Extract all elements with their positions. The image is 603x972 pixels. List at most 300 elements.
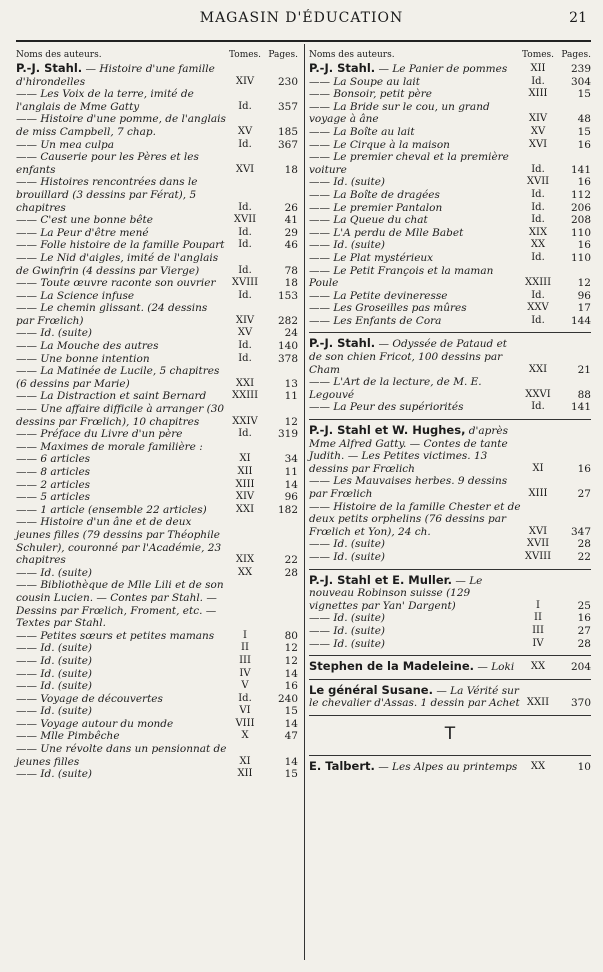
entry-page: 14 xyxy=(284,478,298,491)
entry-page: 367 xyxy=(277,138,298,151)
entry-tome: Id. xyxy=(531,163,545,175)
entry-title: —— Id. (suite) xyxy=(16,566,93,579)
entry-page: 347 xyxy=(570,525,591,538)
entry-tome: Id. xyxy=(531,314,545,326)
entry-tome: Id. xyxy=(238,428,252,440)
entry-text xyxy=(309,574,521,613)
entry-page: 206 xyxy=(570,201,591,214)
entry-text xyxy=(16,214,228,227)
index-entry xyxy=(16,579,298,629)
entry-tome: VIII xyxy=(235,717,255,729)
index-entry xyxy=(309,76,591,89)
entry-page: 17 xyxy=(577,302,591,315)
entry-title: —— Le premier cheval et la première voiture xyxy=(309,151,509,176)
entry-page: 13 xyxy=(284,377,298,390)
entry-text xyxy=(16,340,228,353)
entry-page: 34 xyxy=(284,453,298,466)
header-rule xyxy=(16,40,591,42)
entry-text xyxy=(16,705,228,718)
author-name: P.-J. Stahl. xyxy=(16,61,83,75)
entry-title: — Le nouveau Robinson suisse (129 vignettes par Yan' Dargent) xyxy=(309,574,483,612)
entry-tome: XIII xyxy=(528,488,548,499)
entry-text xyxy=(309,88,521,101)
index-entry xyxy=(16,403,298,428)
entry-text xyxy=(16,680,228,693)
index-entry xyxy=(16,302,298,327)
entry-page: 24 xyxy=(284,327,298,340)
entry-tome: XXIII xyxy=(231,390,259,402)
entry-title: — Loki xyxy=(477,661,515,674)
entry-text xyxy=(16,453,228,466)
entry-page: 18 xyxy=(284,277,298,290)
entry-text xyxy=(309,538,521,551)
index-entry xyxy=(309,475,591,500)
section-letter: T xyxy=(444,723,456,744)
entry-title: —— La Soupe au lait xyxy=(309,75,421,88)
index-entry xyxy=(309,252,591,265)
entry-tome: VI xyxy=(239,705,251,717)
author-name: P.-J. Stahl et W. Hughes, xyxy=(309,423,466,438)
entry-tome: Id. xyxy=(238,239,252,251)
index-entry xyxy=(309,290,591,303)
entry-page: 25 xyxy=(577,599,591,612)
entry-page: 26 xyxy=(284,201,298,214)
entry-text xyxy=(309,612,521,625)
column-header-authors: Noms des auteurs. xyxy=(309,50,395,61)
entry-text xyxy=(16,88,228,113)
entry-tome: XXI xyxy=(235,503,255,515)
index-entry xyxy=(309,424,591,475)
entry-text xyxy=(309,501,521,539)
entry-title: —— Bonsoir, petit père xyxy=(309,88,432,101)
entry-tome: I xyxy=(536,599,540,611)
index-entry xyxy=(309,126,591,139)
entry-page: 304 xyxy=(570,75,591,88)
index-entry xyxy=(16,630,298,643)
entry-tome: Id. xyxy=(531,201,545,213)
entry-page: 319 xyxy=(277,428,298,441)
author-name: P.-J. Stahl. xyxy=(309,336,376,351)
entry-text xyxy=(16,491,228,504)
entry-text xyxy=(309,638,521,651)
entry-tome: XVI xyxy=(235,163,255,175)
entry-text xyxy=(309,337,521,376)
entry-title: —— Une révolte dans un pensionnat de jeunes filles xyxy=(16,743,227,768)
entry-tome: XIV xyxy=(235,491,255,503)
entry-title: —— 1 article (ensemble 22 articles) xyxy=(16,503,207,516)
entry-text xyxy=(309,475,521,500)
entry-text xyxy=(16,403,228,428)
entry-tome: XII xyxy=(530,63,546,74)
column-header-pages: Pages. xyxy=(268,50,298,61)
entry-text xyxy=(309,424,521,475)
author-name: E. Talbert. xyxy=(309,758,375,773)
entry-tome: XXI xyxy=(528,363,548,375)
index-entry xyxy=(309,202,591,215)
entry-title: —— Mlle Pimbêche xyxy=(16,730,120,743)
index-entry xyxy=(16,88,298,113)
index-entry xyxy=(309,376,591,401)
entry-text xyxy=(309,239,521,252)
entry-title: —— Id. (suite) xyxy=(309,550,386,563)
entry-page: 239 xyxy=(570,63,591,75)
entry-tome: Id. xyxy=(238,100,252,112)
entry-title: —— 8 articles xyxy=(16,466,91,478)
entry-page: 27 xyxy=(577,624,591,637)
index-entry xyxy=(16,428,298,441)
entry-tome: II xyxy=(241,642,249,654)
entry-text xyxy=(16,365,228,390)
entry-title: —— Folle histoire de la famille Poupart xyxy=(16,239,225,252)
entry-text xyxy=(309,660,521,674)
entry-page: 22 xyxy=(577,550,591,563)
entry-page: 112 xyxy=(570,188,591,201)
running-title: MAGASIN D'ÉDUCATION xyxy=(199,10,404,26)
entry-text xyxy=(309,625,521,638)
entry-text xyxy=(16,277,228,290)
index-entry xyxy=(16,743,298,768)
index-entry xyxy=(16,113,298,138)
entry-page: 21 xyxy=(577,363,591,376)
entry-text xyxy=(16,139,228,152)
index-entry xyxy=(16,655,298,668)
entry-tome: XXVI xyxy=(525,388,551,400)
index-entry xyxy=(16,479,298,492)
entry-tome: XXIII xyxy=(524,277,552,289)
entry-tome: Id. xyxy=(238,201,252,213)
index-entry xyxy=(16,768,298,781)
entry-text xyxy=(309,202,521,215)
entry-title: —— Histoire d'une pomme, de l'anglais de miss Campbell, 7 chap. xyxy=(16,113,226,138)
entry-text xyxy=(16,479,228,492)
entry-page: 240 xyxy=(277,692,298,705)
entry-page: 141 xyxy=(570,163,591,176)
entry-tome: XX xyxy=(530,661,546,673)
entry-title: —— La Peur d'être mené xyxy=(16,226,149,239)
entry-page: 110 xyxy=(570,251,591,264)
entry-tome: XIII xyxy=(528,88,548,100)
entry-title: d'après Mme Alfred Gatty. — Contes de tante Judith. — Les Petites victimes. 13 dessins par Frœlich xyxy=(309,425,509,475)
entry-page: 110 xyxy=(570,226,591,239)
column-header-authors: Noms des auteurs. xyxy=(16,50,102,61)
entry-title: —— La Distraction et saint Bernard xyxy=(16,390,207,403)
entry-page: 12 xyxy=(284,654,298,667)
entry-title: —— Les Voix de la terre, imité de l'anglais de Mme Gatty xyxy=(16,88,194,113)
entry-title: — Histoire d'une famille d'hirondelles xyxy=(16,63,215,88)
column-header-tomes: Tomes. xyxy=(228,50,262,61)
entry-title: —— Histoires rencontrées dans le brouillard (3 dessins par Férat), 5 chapitres xyxy=(16,176,198,214)
index-entry xyxy=(309,139,591,152)
section-rule xyxy=(309,679,591,680)
entry-text xyxy=(16,151,228,176)
index-entry xyxy=(16,176,298,214)
entry-text xyxy=(16,655,228,668)
left-entries xyxy=(16,62,298,781)
entry-tome: XI xyxy=(239,755,251,767)
entry-page: 140 xyxy=(277,340,298,353)
entry-title: —— Le Cirque à la maison xyxy=(309,138,450,151)
entry-text xyxy=(16,252,228,277)
entry-tome: XI xyxy=(239,453,251,465)
entry-tome: XIV xyxy=(235,75,255,87)
entry-page: 11 xyxy=(284,466,298,478)
entry-text xyxy=(309,214,521,227)
entry-title: —— La Mouche des autres xyxy=(16,340,159,353)
entry-tome: Id. xyxy=(531,75,545,87)
entry-text xyxy=(309,189,521,202)
entry-tome: XXI xyxy=(235,377,255,389)
entry-page: 27 xyxy=(577,488,591,500)
entry-tome: III xyxy=(532,624,544,636)
entry-tome: Id. xyxy=(238,264,252,276)
entry-page: 28 xyxy=(284,566,298,579)
index-entry xyxy=(16,239,298,252)
entry-title: —— Id. (suite) xyxy=(309,637,386,650)
entry-text xyxy=(16,630,228,643)
entry-tome: IV xyxy=(532,637,544,649)
entry-title: — Les Alpes au printemps xyxy=(378,760,518,773)
entry-tome: I xyxy=(243,629,247,641)
index-entry xyxy=(309,302,591,315)
section-rule xyxy=(309,655,591,656)
section-rule xyxy=(309,715,591,716)
entry-title: —— Le Petit François et la maman Poule xyxy=(309,264,494,290)
entry-title: —— La Petite devineresse xyxy=(309,289,448,302)
right-entries xyxy=(309,62,591,773)
entry-title: —— Id. (suite) xyxy=(16,768,93,781)
entry-tome: XV xyxy=(237,125,253,137)
entry-text xyxy=(16,353,228,366)
entry-title: —— Id. (suite) xyxy=(16,654,93,667)
entry-title: —— Une affaire difficile à arranger (30 dessins par Frœlich), 10 chapitres xyxy=(16,403,225,428)
entry-title: —— C'est une bonne bête xyxy=(16,214,153,227)
entry-page: 357 xyxy=(277,100,298,113)
entry-text xyxy=(309,315,521,328)
entry-tome: XI xyxy=(532,462,544,474)
entry-page: 141 xyxy=(570,401,591,414)
entry-tome: X xyxy=(241,730,249,742)
entry-title: —— Id. (suite) xyxy=(309,176,386,189)
entry-title: —— 6 articles xyxy=(16,453,91,466)
author-name: P.-J. Stahl et E. Muller. xyxy=(309,572,453,587)
index-entry xyxy=(16,139,298,152)
index-entry xyxy=(16,718,298,731)
entry-page: 12 xyxy=(284,642,298,655)
index-entry xyxy=(309,638,591,651)
index-entry xyxy=(309,88,591,101)
entry-text xyxy=(16,441,228,454)
index-entry xyxy=(16,705,298,718)
entry-tome: XVI xyxy=(528,138,548,150)
index-entry xyxy=(309,625,591,638)
entry-tome: XX xyxy=(530,239,546,251)
entry-title: —— Id. (suite) xyxy=(309,612,386,625)
author-name: P.-J. Stahl. xyxy=(309,61,376,75)
entry-title: —— Id. (suite) xyxy=(16,642,93,655)
entry-title: —— La Matinée de Lucile, 5 chapitres (6 dessins par Marie) xyxy=(16,365,220,390)
entry-page: 10 xyxy=(577,760,591,773)
entry-page: 16 xyxy=(577,612,591,625)
column-header xyxy=(309,46,591,62)
entry-tome: Id. xyxy=(531,188,545,200)
index-entry xyxy=(16,227,298,240)
entry-page: 28 xyxy=(577,637,591,650)
entry-text xyxy=(309,401,521,414)
entry-tome: Id. xyxy=(238,289,252,301)
entry-tome: XVII xyxy=(233,214,257,226)
index-entry xyxy=(309,538,591,551)
index-entry xyxy=(309,501,591,539)
entry-title: —— Id. (suite) xyxy=(16,705,93,718)
entry-text xyxy=(16,504,228,517)
entry-text xyxy=(309,101,521,126)
section-rule xyxy=(309,755,591,756)
entry-title: —— La Queue du chat xyxy=(309,214,428,227)
index-entry xyxy=(16,693,298,706)
index-entry xyxy=(16,730,298,743)
right-column xyxy=(309,46,591,773)
entry-text xyxy=(309,376,521,401)
entry-page: 230 xyxy=(277,75,298,88)
entry-page: 15 xyxy=(577,125,591,138)
entry-text xyxy=(16,176,228,214)
column-header xyxy=(16,46,298,62)
entry-tome: XVII xyxy=(526,538,550,550)
entry-text xyxy=(16,516,228,566)
entry-tome: Id. xyxy=(238,352,252,364)
entry-tome: XVI xyxy=(528,525,548,537)
entry-title: —— L'Art de la lecture, de M. E. Legouvé xyxy=(309,376,482,401)
entry-page: 16 xyxy=(577,138,591,151)
index-entry xyxy=(309,227,591,240)
entry-title: —— La Peur des supériorités xyxy=(309,401,464,414)
entry-tome: II xyxy=(534,612,542,624)
entry-title: —— Id. (suite) xyxy=(309,538,386,551)
index-entry xyxy=(309,401,591,414)
page-number: 21 xyxy=(569,10,587,26)
entry-tome: XV xyxy=(530,125,546,137)
index-entry xyxy=(16,340,298,353)
entry-tome: XII xyxy=(237,466,253,477)
index-entry xyxy=(16,668,298,681)
left-column xyxy=(16,46,298,781)
index-entry xyxy=(16,277,298,290)
entry-title: —— 5 articles xyxy=(16,491,91,504)
entry-page: 378 xyxy=(277,352,298,365)
index-entry xyxy=(309,337,591,376)
entry-title: —— Histoire de la famille Chester et de deux petits orphelins (76 dessins par Frœlich et Yon), 24 ch. xyxy=(309,500,521,538)
entry-text xyxy=(309,126,521,139)
entry-page: 16 xyxy=(284,680,298,693)
index-entry xyxy=(309,265,591,290)
entry-title: —— Causerie pour les Pères et les enfants xyxy=(16,151,199,176)
entry-title: —— La Boîte au lait xyxy=(309,125,415,138)
entry-tome: XXV xyxy=(527,302,549,314)
section-rule xyxy=(309,332,591,333)
entry-page: 46 xyxy=(284,239,298,252)
entry-title: —— Petites sœurs et petites mamans xyxy=(16,629,215,642)
entry-page: 18 xyxy=(284,163,298,176)
entry-text xyxy=(16,730,228,743)
index-entry xyxy=(309,551,591,564)
index-entry xyxy=(309,315,591,328)
entry-text xyxy=(16,290,228,303)
entry-text xyxy=(16,227,228,240)
index-entry xyxy=(309,214,591,227)
entry-tome: XXII xyxy=(526,697,550,709)
index-entry xyxy=(16,365,298,390)
entry-tome: XIX xyxy=(235,554,255,566)
entry-page: 204 xyxy=(570,661,591,674)
entry-title: —— L'A perdu de Mlle Babet xyxy=(309,226,464,239)
column-header-tomes: Tomes. xyxy=(521,50,555,61)
entry-tome: III xyxy=(239,654,251,666)
entry-title: —— Id. (suite) xyxy=(16,327,93,340)
index-entry xyxy=(309,151,591,176)
entry-title: —— Voyage de découvertes xyxy=(16,692,163,705)
entry-tome: XVIII xyxy=(231,277,259,289)
entry-page: 16 xyxy=(577,239,591,252)
entry-text xyxy=(16,693,228,706)
entry-tome: XII xyxy=(237,768,253,780)
entry-page: 22 xyxy=(284,554,298,567)
entry-page: 370 xyxy=(570,697,591,710)
entry-text xyxy=(309,227,521,240)
entry-title: —— Les Mauvaises herbes. 9 dessins par Frœlich xyxy=(309,475,508,500)
entry-tome: Id. xyxy=(531,289,545,301)
entry-title: —— Id. (suite) xyxy=(309,239,386,252)
entry-text xyxy=(309,176,521,189)
index-entry xyxy=(309,176,591,189)
entry-page: 47 xyxy=(284,730,298,743)
index-entry xyxy=(16,466,298,479)
entry-page: 14 xyxy=(284,667,298,680)
entry-page: 144 xyxy=(570,314,591,327)
entry-title: —— Voyage autour du monde xyxy=(16,717,174,730)
entry-tome: XVIII xyxy=(524,550,552,562)
entry-page: 16 xyxy=(577,176,591,189)
entry-page: 14 xyxy=(284,755,298,768)
entry-title: —— Maximes de morale familière : xyxy=(16,440,203,453)
entry-page: 208 xyxy=(570,214,591,227)
entry-text xyxy=(16,239,228,252)
entry-text xyxy=(16,768,228,781)
entry-page: 282 xyxy=(277,314,298,327)
entry-title: — La Vérité sur le chevalier d'Assas. 1 dessin par Achet xyxy=(309,684,520,710)
entry-text xyxy=(309,151,521,176)
entry-text xyxy=(309,302,521,315)
section-rule xyxy=(309,569,591,570)
index-entry xyxy=(309,760,591,774)
entry-page: 96 xyxy=(284,491,298,504)
entry-text xyxy=(309,252,521,265)
entry-title: —— Une bonne intention xyxy=(16,352,150,365)
index-entry xyxy=(16,504,298,517)
entry-text xyxy=(309,684,521,710)
entry-page: 15 xyxy=(577,88,591,101)
entry-page: 88 xyxy=(577,388,591,401)
entry-page: 96 xyxy=(577,289,591,302)
index-entry xyxy=(309,574,591,613)
entry-tome: XX xyxy=(530,760,546,772)
entry-tome: XIV xyxy=(528,113,548,125)
entry-page: 11 xyxy=(284,390,298,403)
index-entry xyxy=(309,189,591,202)
entry-tome: XIX xyxy=(528,226,548,238)
entry-tome: XXIV xyxy=(232,415,258,427)
column-header-pages: Pages. xyxy=(561,50,591,61)
index-entry xyxy=(309,62,591,76)
